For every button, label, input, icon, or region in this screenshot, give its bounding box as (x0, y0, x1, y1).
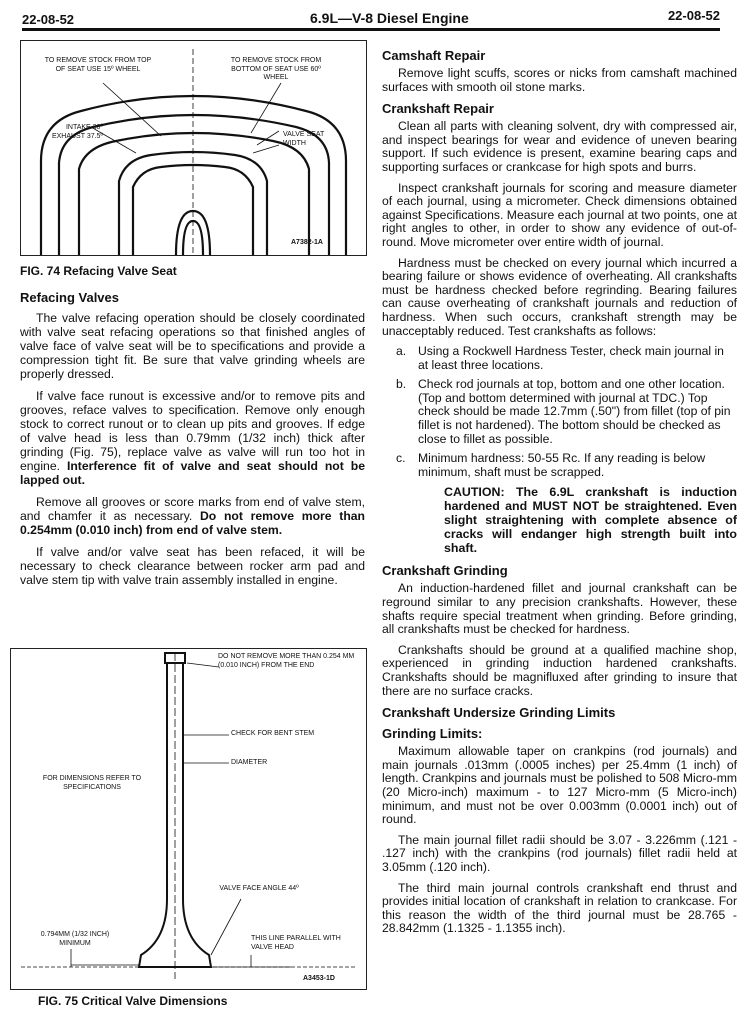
left-column (20, 40, 365, 595)
undersize-p2: The main journal fillet radii should be 3.07 - 3.226mm (.121 - .127 inch) with the crankpins (rod journals) fillet radii held at 3.05mm (.120 inch). (382, 832, 737, 874)
grinding-limits-subheading: Grinding Limits: (382, 726, 483, 742)
undersize-p1: Maximum allowable taper on crankpins (rod journals) and main journals .013mm (.0005 inches) per 25.4mm (1 inch) of length. Crankpins and journals must be polished to 508 Micro-mm (20 Micro-inch) maximum - to 127 Micro-mm (5 Micro-inch) minimum, and must not be over 0.003mm (0.0001 inch) out of round. (382, 744, 737, 827)
fig75-label-do-not-remove: DO NOT REMOVE MORE THAN 0.254 MM (0.010 INCH) FROM THE END (218, 653, 355, 669)
fig75-label-dimensions: FOR DIMENSIONS REFER TO SPECIFICATIONS (42, 775, 142, 791)
refacing-p2: If valve face runout is excessive and/or to remove pits and grooves, reface valves to specification. Remove only enough stock to correct runout or to clean up pits and grooves. If edge of valve head is less than 0.79mm (1/32 inch) thick after grinding (Fig. 75), replace valve as valve will run too hot in engine. Interference fit of valve and seat should not be lapped out. (20, 389, 365, 487)
step-b: b. Check rod journals at top, bottom and one other location. (Top and bottom determined with journal at TDC.) Top check should be made 12.7mm (.50") from fillet (top of pin fillet is not hardened). The bottom should be checked as close to fillet as possible. (396, 377, 731, 446)
crankshaft-p1: Clean all parts with cleaning solvent, dry with compressed air, and inspect bearings for wear and evidence of uneven bearing support. If such evidence is present, examine bearing caps and supporting surfaces or crankcase for high spots and burrs. (382, 119, 737, 174)
fig74-caption: FIG. 74 Refacing Valve Seat (20, 264, 177, 278)
fig75-label-face-angle: VALVE FACE ANGLE 44º (219, 885, 299, 892)
caution-note: CAUTION: The 6.9L crankshaft is induction hardened and MUST NOT be straightened. Even slight straightening with complete absence of cracks will endanger high strength built into shaft. (444, 485, 737, 556)
hardness-steps (382, 345, 737, 479)
crankshaft-heading: Crankshaft Repair (382, 101, 494, 117)
right-column (382, 42, 737, 943)
fig75-label-bent: CHECK FOR BENT STEM (231, 730, 315, 737)
page-header (22, 8, 720, 28)
fig74-label-intake: INTAKE 30º EXHAUST 37.5º (51, 124, 103, 140)
fig75-label-min: 0.794MM (1/32 INCH) MINIMUM (40, 931, 110, 947)
fig75-label-parallel: THIS LINE PARALLEL WITH VALVE HEAD (251, 935, 341, 951)
fig75-label-diameter: DIAMETER (231, 759, 268, 766)
fig75-code: A3453-1D (303, 975, 335, 982)
fig74-code: A7382-1A (291, 239, 323, 246)
refacing-heading: Refacing Valves (20, 290, 119, 305)
grinding-p1: An induction-hardened fillet and journal crankshaft can be reground similar to any precision crankshafts. However, these shafts require special treatment when grinding. Before grinding, all crankshafts must be checked for hardness. (382, 581, 737, 637)
header-rule (22, 28, 720, 31)
step-c: c. Minimum hardness: 50-55 Rc. If any reading is below minimum, shaft must be scrapped. (396, 451, 706, 479)
fig74-label-bottom-seat: TO REMOVE STOCK FROM BOTTOM OF SEAT USE 60º WHEEL (230, 57, 322, 81)
crankshaft-p2: Inspect crankshaft journals for scoring and measure diameter of each journal, using a micrometer. Check dimensions obtained against Specifications. Measure each journal at two points, one at right angles to other, in order to show any evidence of out-of-round. Move micrometer over entire width of journal. (382, 180, 737, 249)
fig75-caption: FIG. 75 Critical Valve Dimensions (38, 994, 228, 1008)
page-title: 6.9L—V-8 Diesel Engine (310, 10, 469, 26)
page-number-left: 22-08-52 (22, 12, 75, 27)
refacing-p2-bold: Interference fit of valve and seat should not be lapped out. (20, 459, 365, 487)
refacing-p1: The valve refacing operation should be closely coordinated with valve seat refacing operations so that finished angles of valve face of valve seat will be to specifications and provide a compression tight fit. Be sure that valve grinding wheels are properly dressed. (20, 311, 365, 381)
fig74-label-top-seat: TO REMOVE STOCK FROM TOP OF SEAT USE 15º WHEEL (44, 57, 152, 73)
fig74-label-width: VALVE SEAT WIDTH (283, 131, 325, 147)
refacing-p3: Remove all grooves or score marks from end of valve stem, and chamfer it as necessary. Do not remove more than 0.254mm (0.010 inch) from end of valve stem. (20, 495, 365, 537)
fig75-illustration (10, 648, 367, 990)
fig74-illustration (20, 40, 367, 256)
crankshaft-p3: Hardness must be checked on every journal which incurred a bearing failure or shows evidence of overheating. All crankshafts must be hardness checked before regrinding. Bearing failures can cause overheating of crankshaft journals and reduction of hardness. When such occurs, crankshaft strength may be unacceptably reduced. Test crankshafts as follows: (382, 255, 737, 338)
camshaft-heading: Camshaft Repair (382, 48, 486, 63)
camshaft-p1: Remove light scuffs, scores or nicks from camshaft machined surfaces with smooth oil stone marks. (382, 66, 737, 94)
grinding-p2: Crankshafts should be ground at a qualified machine shop, experienced in grinding induction hardened crankshafts. Crankshafts should be magnifluxed after grinding to insure that there are no surface cracks. (382, 642, 737, 698)
undersize-heading: Crankshaft Undersize Grinding Limits (382, 705, 616, 721)
refacing-p4: If valve and/or valve seat has been refaced, it will be necessary to check clearance between rocker arm pad and valve stem tip with valve train assembly installed in engine. (20, 545, 365, 587)
grinding-heading: Crankshaft Grinding (382, 563, 508, 579)
refacing-p3-bold: Do not remove more than 0.254mm (0.010 inch) from end of valve stem. (20, 509, 365, 537)
undersize-p3: The third main journal controls crankshaft end thrust and provides initial location of crankshaft in relation to crankcase. For this reason the width of the third journal must be 28.765 - 28.842mm (1.1325 - 1.1355 inch). (382, 880, 737, 936)
step-a: a. Using a Rockwell Hardness Tester, check main journal in at least three locations. (396, 344, 724, 372)
page-number-right: 22-08-52 (667, 8, 720, 23)
